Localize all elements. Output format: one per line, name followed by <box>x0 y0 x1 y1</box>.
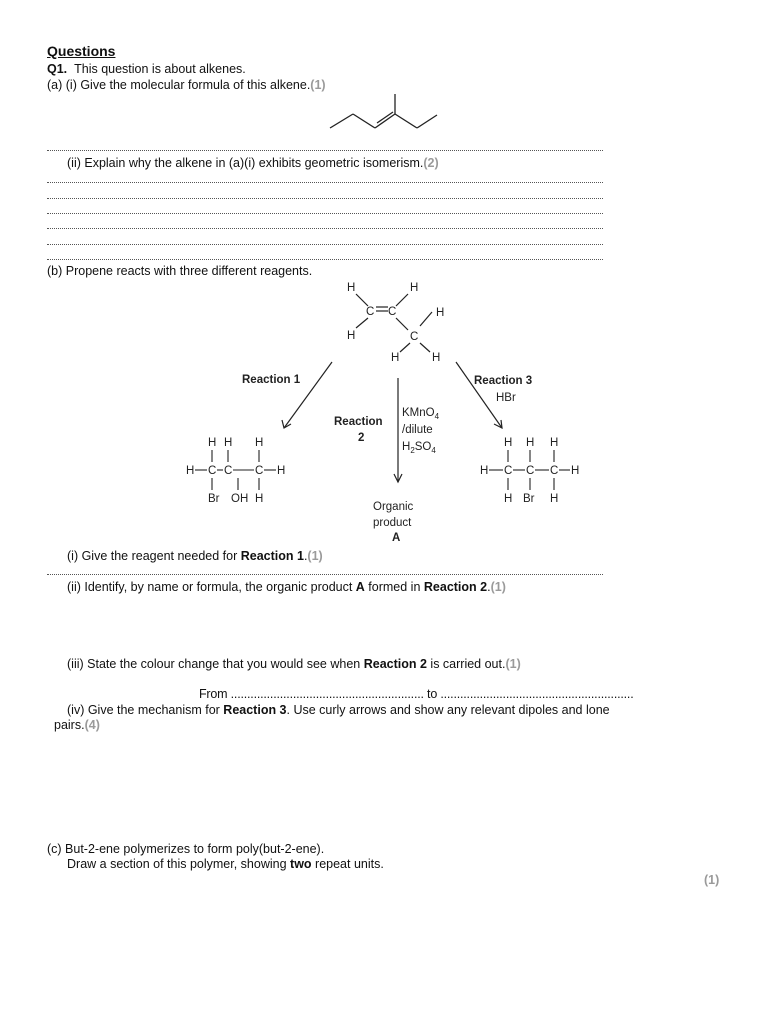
atom-h: H <box>480 465 489 477</box>
question-b-i <box>67 549 323 564</box>
product-label-a: A <box>392 532 401 544</box>
reagent-h2so4: $H_2SO_4$ <box>402 441 436 455</box>
atom-c: C <box>366 306 375 318</box>
atom-h: H <box>186 465 195 477</box>
arrow-reaction-1 <box>284 362 332 428</box>
marks-badge: (1) <box>307 549 323 563</box>
question-b-iv-text: (iv) Give the mechanism for <box>67 703 224 717</box>
atom-h: H <box>436 307 445 319</box>
atom-h: H <box>255 437 264 449</box>
question-b-iii <box>67 657 521 672</box>
question-1-intro <box>47 62 246 77</box>
reaction-3-label: Reaction 3 <box>474 375 533 387</box>
question-b-ii-text: (ii) Identify, by name or formula, the organic product <box>67 580 356 594</box>
atom-h: H <box>550 437 559 449</box>
bold-term: Reaction 3 <box>223 703 287 717</box>
question-b-iv <box>67 703 610 718</box>
atom-h: H <box>224 437 233 449</box>
question-intro-text: This question is about alkenes. <box>74 62 246 76</box>
question-a-ii <box>67 156 439 171</box>
atom-h: H <box>504 493 513 505</box>
punctuation: . <box>303 549 308 563</box>
atom-h: H <box>391 352 400 364</box>
marks-badge: (2) <box>423 156 439 170</box>
answer-line[interactable] <box>47 244 603 247</box>
atom-h: H <box>550 493 559 505</box>
atom-c: C <box>388 306 397 318</box>
answer-line[interactable] <box>47 198 603 201</box>
answer-line[interactable] <box>47 259 603 262</box>
bold-term: A <box>355 580 365 594</box>
reaction-2-number: 2 <box>358 432 365 444</box>
bold-term: Reaction 2 <box>423 580 488 594</box>
question-c-line1: (c) But-2-ene polymerizes to form poly(but-2-ene). <box>47 842 325 856</box>
bold-term: Reaction 2 <box>363 657 427 671</box>
atom-h: H <box>432 352 441 364</box>
punctuation: . <box>487 580 491 594</box>
atom-h: H <box>255 493 264 505</box>
atom-h: H <box>526 437 535 449</box>
answer-line[interactable] <box>47 150 603 153</box>
product-label-line2: product <box>373 517 412 529</box>
question-a-i-text: (a) (i) Give the molecular formula of this alkene. <box>47 78 311 92</box>
marks-badge: (1) <box>490 580 506 594</box>
alkene-skeletal-structure <box>325 92 445 136</box>
atom-oh: OH <box>231 493 249 505</box>
atom-c: C <box>550 465 559 477</box>
from-answer-line[interactable]: ........................................................... <box>230 687 424 701</box>
atom-c: C <box>526 465 535 477</box>
answer-line[interactable] <box>47 574 603 577</box>
question-b-iii-post: is carried out. <box>426 657 506 671</box>
question-number: Q1. <box>47 62 68 76</box>
bold-term: Reaction 1 <box>240 549 304 563</box>
question-b-iv-line2 <box>54 718 100 733</box>
propene-structure <box>347 282 444 364</box>
answer-line[interactable] <box>47 228 603 231</box>
to-answer-line[interactable]: ........................................................... <box>440 687 634 701</box>
reaction-1-product <box>186 437 285 505</box>
question-c-line2-text: Draw a section of this polymer, showing <box>67 857 291 871</box>
atom-h: H <box>410 282 419 294</box>
question-c-line2-post: repeat units. <box>311 857 384 871</box>
atom-c: C <box>255 465 264 477</box>
marks-badge: (1) <box>310 78 326 92</box>
from-label: From <box>199 687 228 701</box>
atom-h: H <box>571 465 580 477</box>
marks-badge: (1) <box>704 873 720 887</box>
reaction-3-reagent: HBr <box>496 392 516 404</box>
propene-reaction-diagram <box>180 276 600 548</box>
reaction-1-label: Reaction 1 <box>242 374 301 386</box>
atom-br: Br <box>523 493 535 505</box>
product-label-line1: Organic <box>373 501 414 513</box>
atom-h: H <box>208 437 217 449</box>
question-b-ii <box>67 580 506 595</box>
atom-br: Br <box>208 493 220 505</box>
reaction-3-product <box>480 437 579 505</box>
question-a-i <box>47 78 326 93</box>
question-b-i-text: (i) Give the reagent needed for <box>67 549 241 563</box>
atom-h: H <box>504 437 513 449</box>
question-b-intro: (b) Propene reacts with three different reagents. <box>47 264 313 278</box>
atom-c: C <box>504 465 513 477</box>
page-title: Questions <box>47 43 116 59</box>
reaction-2-label: Reaction <box>334 416 383 428</box>
question-b-iv-line2-text: pairs. <box>54 718 85 732</box>
question-b-iii-text: (iii) State the colour change that you would see when <box>67 657 364 671</box>
question-b-iv-post: . Use curly arrows and show any relevant dipoles and lone <box>286 703 610 717</box>
answer-line[interactable] <box>47 182 603 185</box>
answer-line[interactable] <box>47 213 603 216</box>
to-label: to <box>427 687 438 701</box>
atom-c: C <box>208 465 217 477</box>
atom-c: C <box>224 465 233 477</box>
bold-term: two <box>290 857 312 871</box>
marks-badge: (1) <box>505 657 521 671</box>
question-b-ii-mid: formed in <box>364 580 424 594</box>
question-c-line2 <box>67 857 384 872</box>
atom-h: H <box>277 465 286 477</box>
atom-c: C <box>410 331 419 343</box>
marks-badge: (4) <box>84 718 100 732</box>
reagent-dilute: /dilute <box>402 424 433 436</box>
question-a-ii-text: (ii) Explain why the alkene in (a)(i) exhibits geometric isomerism. <box>67 156 424 170</box>
atom-h: H <box>347 330 356 342</box>
reagent-kmno4: KMnO$_4$ <box>402 407 440 421</box>
colour-change-answer[interactable] <box>199 687 633 702</box>
atom-h: H <box>347 282 356 294</box>
